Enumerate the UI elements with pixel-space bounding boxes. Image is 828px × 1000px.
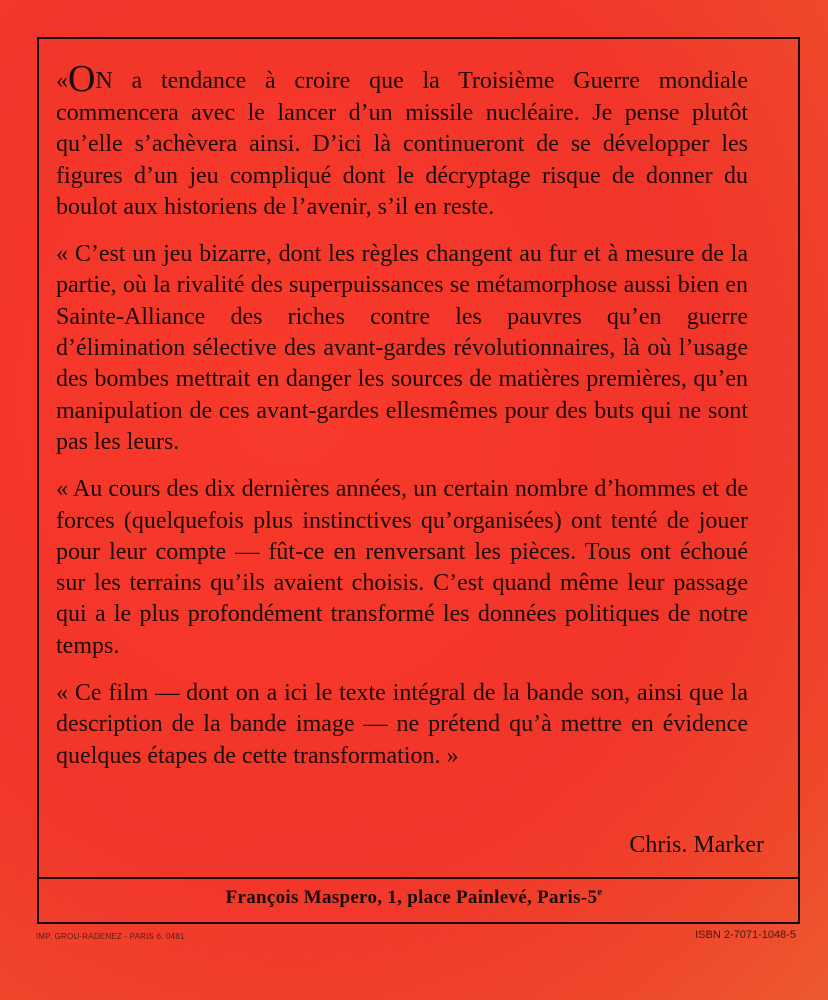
publisher-line: [0, 886, 828, 909]
author-signature: Chris. Marker: [629, 832, 764, 858]
quote-paragraph-2: « C’est un jeu bizarre, dont les règles changent au fur et à mesure de la partie, où la rivalité des superpuissances se métamorphose aussi bien en Sainte-Alliance des riches contre les pauvres qu’en guerre d’élimination sélective des avant-gardes révolutionnaires, là où l’usage des bombes mettrait en danger les sources de matières premières, qu’en manipulation de ces avant-gardes ellesmêmes pour des buts qui ne sont pas les leurs.: [56, 241, 748, 455]
quote-paragraph-4: « Ce film — dont on a ici le texte intégral de la bande son, ainsi que la description de la bande image — ne prétend qu’à mettre en évidence quelques étapes de cette transformation. »: [56, 680, 748, 769]
quote-paragraph-3: « Au cours des dix dernières années, un certain nombre d’hommes et de forces (quelquefois plus instinctives qu’organisées) ont tenté de jouer pour leur compte — fût-ce en renversant les pièces. Tous ont échoué sur les terrains qu’ils avaient choisis. C’est quand même leur passage qui a le plus profondément transformé les données politiques de notre temps.: [56, 476, 748, 659]
frame-divider: [39, 877, 798, 879]
open-guillemet: «: [56, 68, 68, 94]
quote-paragraph-1-text: N a tendance à croire que la Troisième Guerre mondiale commencera avec le lancer d’un missile nucléaire. Je pense plutôt qu’elle s’achèvera ainsi. D’ici là continueront de se développer les figures d’un jeu compliqué dont le décryptage risque de donner du boulot aux historiens de l’avenir, s’il en reste.: [56, 68, 748, 220]
quote-block: [56, 60, 748, 788]
publisher-address: François Maspero, 1, place Painlevé, Paris-5: [225, 887, 598, 908]
initial-letter: O: [68, 58, 96, 100]
arrondissement-superscript: e: [597, 886, 603, 898]
printer-imprint: IMP. GROU-RADENEZ - PARIS 6. 0481: [36, 932, 185, 941]
quote-paragraph-1: [56, 60, 748, 223]
isbn-number: ISBN 2-7071-1048-5: [695, 929, 796, 941]
